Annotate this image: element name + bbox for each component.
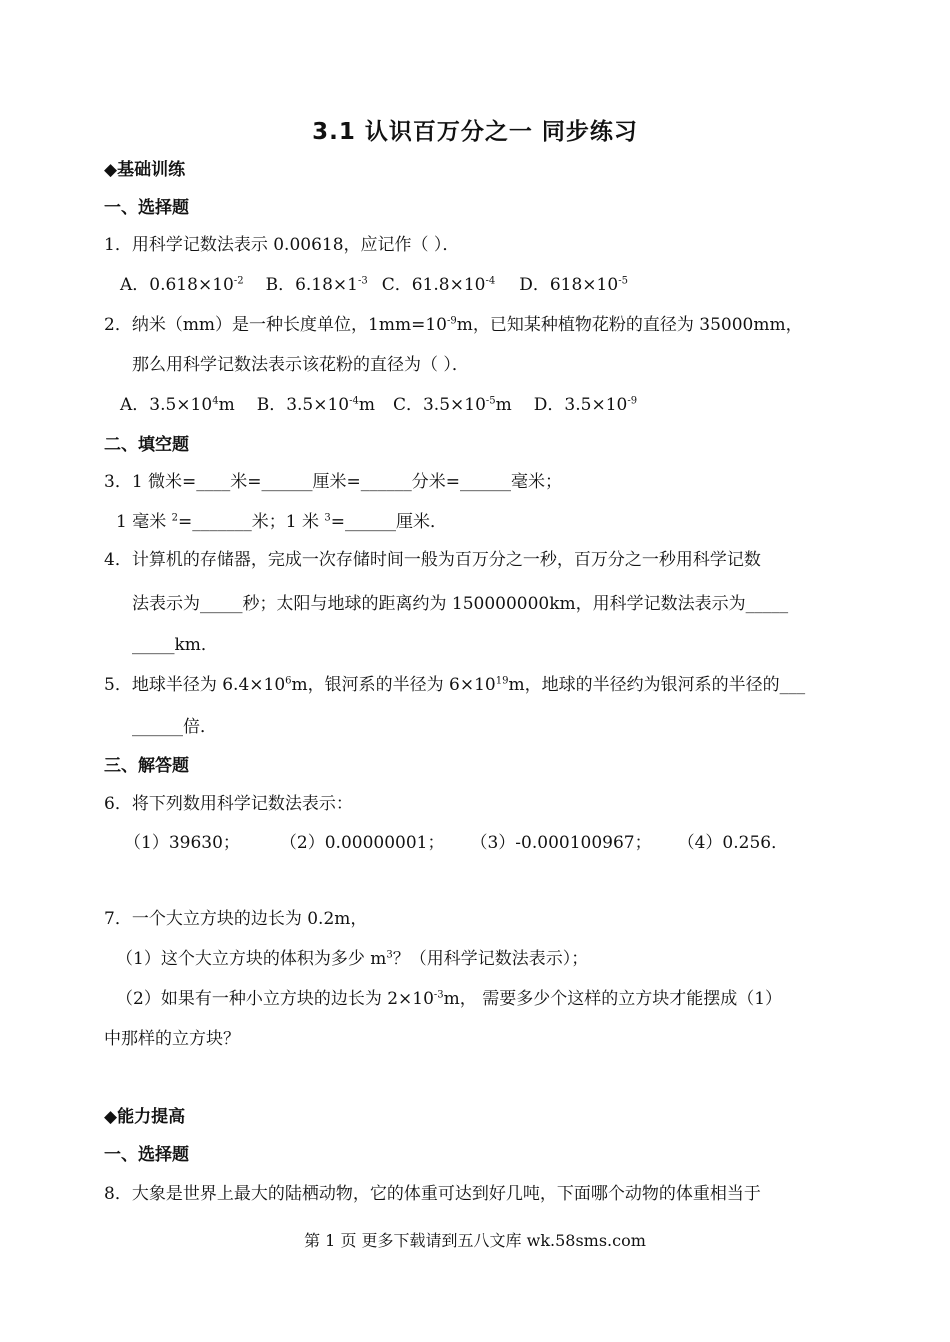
part-fill-heading: 二、填空题	[104, 435, 189, 455]
question-1-options	[120, 273, 628, 297]
question-3-line2: 1 毫米 $^2$=_______米；1 米 $^3$=______厘米．	[116, 512, 447, 532]
q6-item-4: （4）0.256．	[677, 833, 789, 853]
part-answer-heading: 三、解答题	[104, 756, 189, 776]
question-8-stem: 8．大象是世界上最大的陆栖动物，它的体重可达到好几吨，下面哪个动物的体重相当于	[104, 1184, 761, 1204]
question-7-part2-line2: 中那样的立方块？	[104, 1029, 240, 1049]
option-a: A．$3.5\times 10^4m$	[120, 395, 235, 415]
question-4-line2: 法表示为_____秒；太阳与地球的距离约为 150000000km，用科学记数法表示为_____	[132, 594, 789, 614]
option-b: B．$6.18\times 1^{-3}$	[265, 275, 368, 295]
page-title: 3.1 认识百万分之一 同步练习	[312, 119, 638, 145]
question-1-stem: 1．用科学记数法表示 0.00618，应记作（ ）．	[104, 235, 460, 255]
question-6-stem: 6．将下列数用科学记数法表示：	[104, 794, 353, 814]
question-7-part2: （2）如果有一种小立方块的边长为 $2\times 10^{-3}m$， 需要多少个这样的立方块才能摆成（1）	[116, 989, 783, 1009]
question-5-line2: ______倍．	[132, 717, 217, 737]
question-6-items	[124, 831, 788, 855]
question-5-line1: 5．地球半径为 $6.4\times 10^6m$，银河系的半径为 $6\times 10^{19}m$，地球的半径约为银河系的半径的___	[104, 675, 806, 695]
q6-item-3: （3）-0.000100967；	[470, 833, 652, 853]
q6-item-2: （2）0.00000001；	[279, 833, 445, 853]
question-7-stem: 7．一个大立方块的边长为 0.2m，	[104, 909, 368, 929]
section-basic-heading: ◆基础训练	[104, 160, 186, 180]
question-4-line3: _____km．	[132, 635, 218, 655]
option-b: B．$3.5\times 10^{-4}m$	[256, 395, 375, 415]
option-c: C．$3.5\times 10^{-5}m$	[392, 395, 512, 415]
question-2-options	[120, 393, 637, 417]
part-choice-heading-2: 一、选择题	[104, 1145, 189, 1165]
question-4-line1: 4．计算机的存储器，完成一次存储时间一般为百万分之一秒，百万分之一秒用科学记数	[104, 550, 761, 570]
question-2-stem: 2．纳米（mm）是一种长度单位，$1mm=10^{-9}m$，已知某种植物花粉的直径为 35000mm，	[104, 315, 803, 335]
option-a: A．$0.618\times 10^{-2}$	[120, 275, 244, 295]
question-3-line1: 3．1 微米=____米=______厘米=______分米=______毫米；	[104, 472, 563, 492]
page-footer: 第 1 页 更多下载请到五八文库 wk.58sms.com	[304, 1231, 646, 1250]
section-advanced-heading: ◆能力提高	[104, 1107, 186, 1127]
question-2-stem-line2: 那么用科学记数法表示该花粉的直径为（ ）．	[132, 355, 469, 375]
option-d: D．$618\times 10^{-5}$	[519, 275, 628, 295]
option-d: D．$3.5\times 10^{-9}$	[533, 395, 638, 415]
option-c: C．$61.8\times 10^{-4}$	[381, 275, 496, 295]
q6-item-1: （1）39630；	[124, 833, 240, 853]
part-choice-heading: 一、选择题	[104, 198, 189, 218]
question-7-part1: （1）这个大立方块的体积为多少 $m^3$？（用科学记数法表示）；	[116, 949, 589, 969]
